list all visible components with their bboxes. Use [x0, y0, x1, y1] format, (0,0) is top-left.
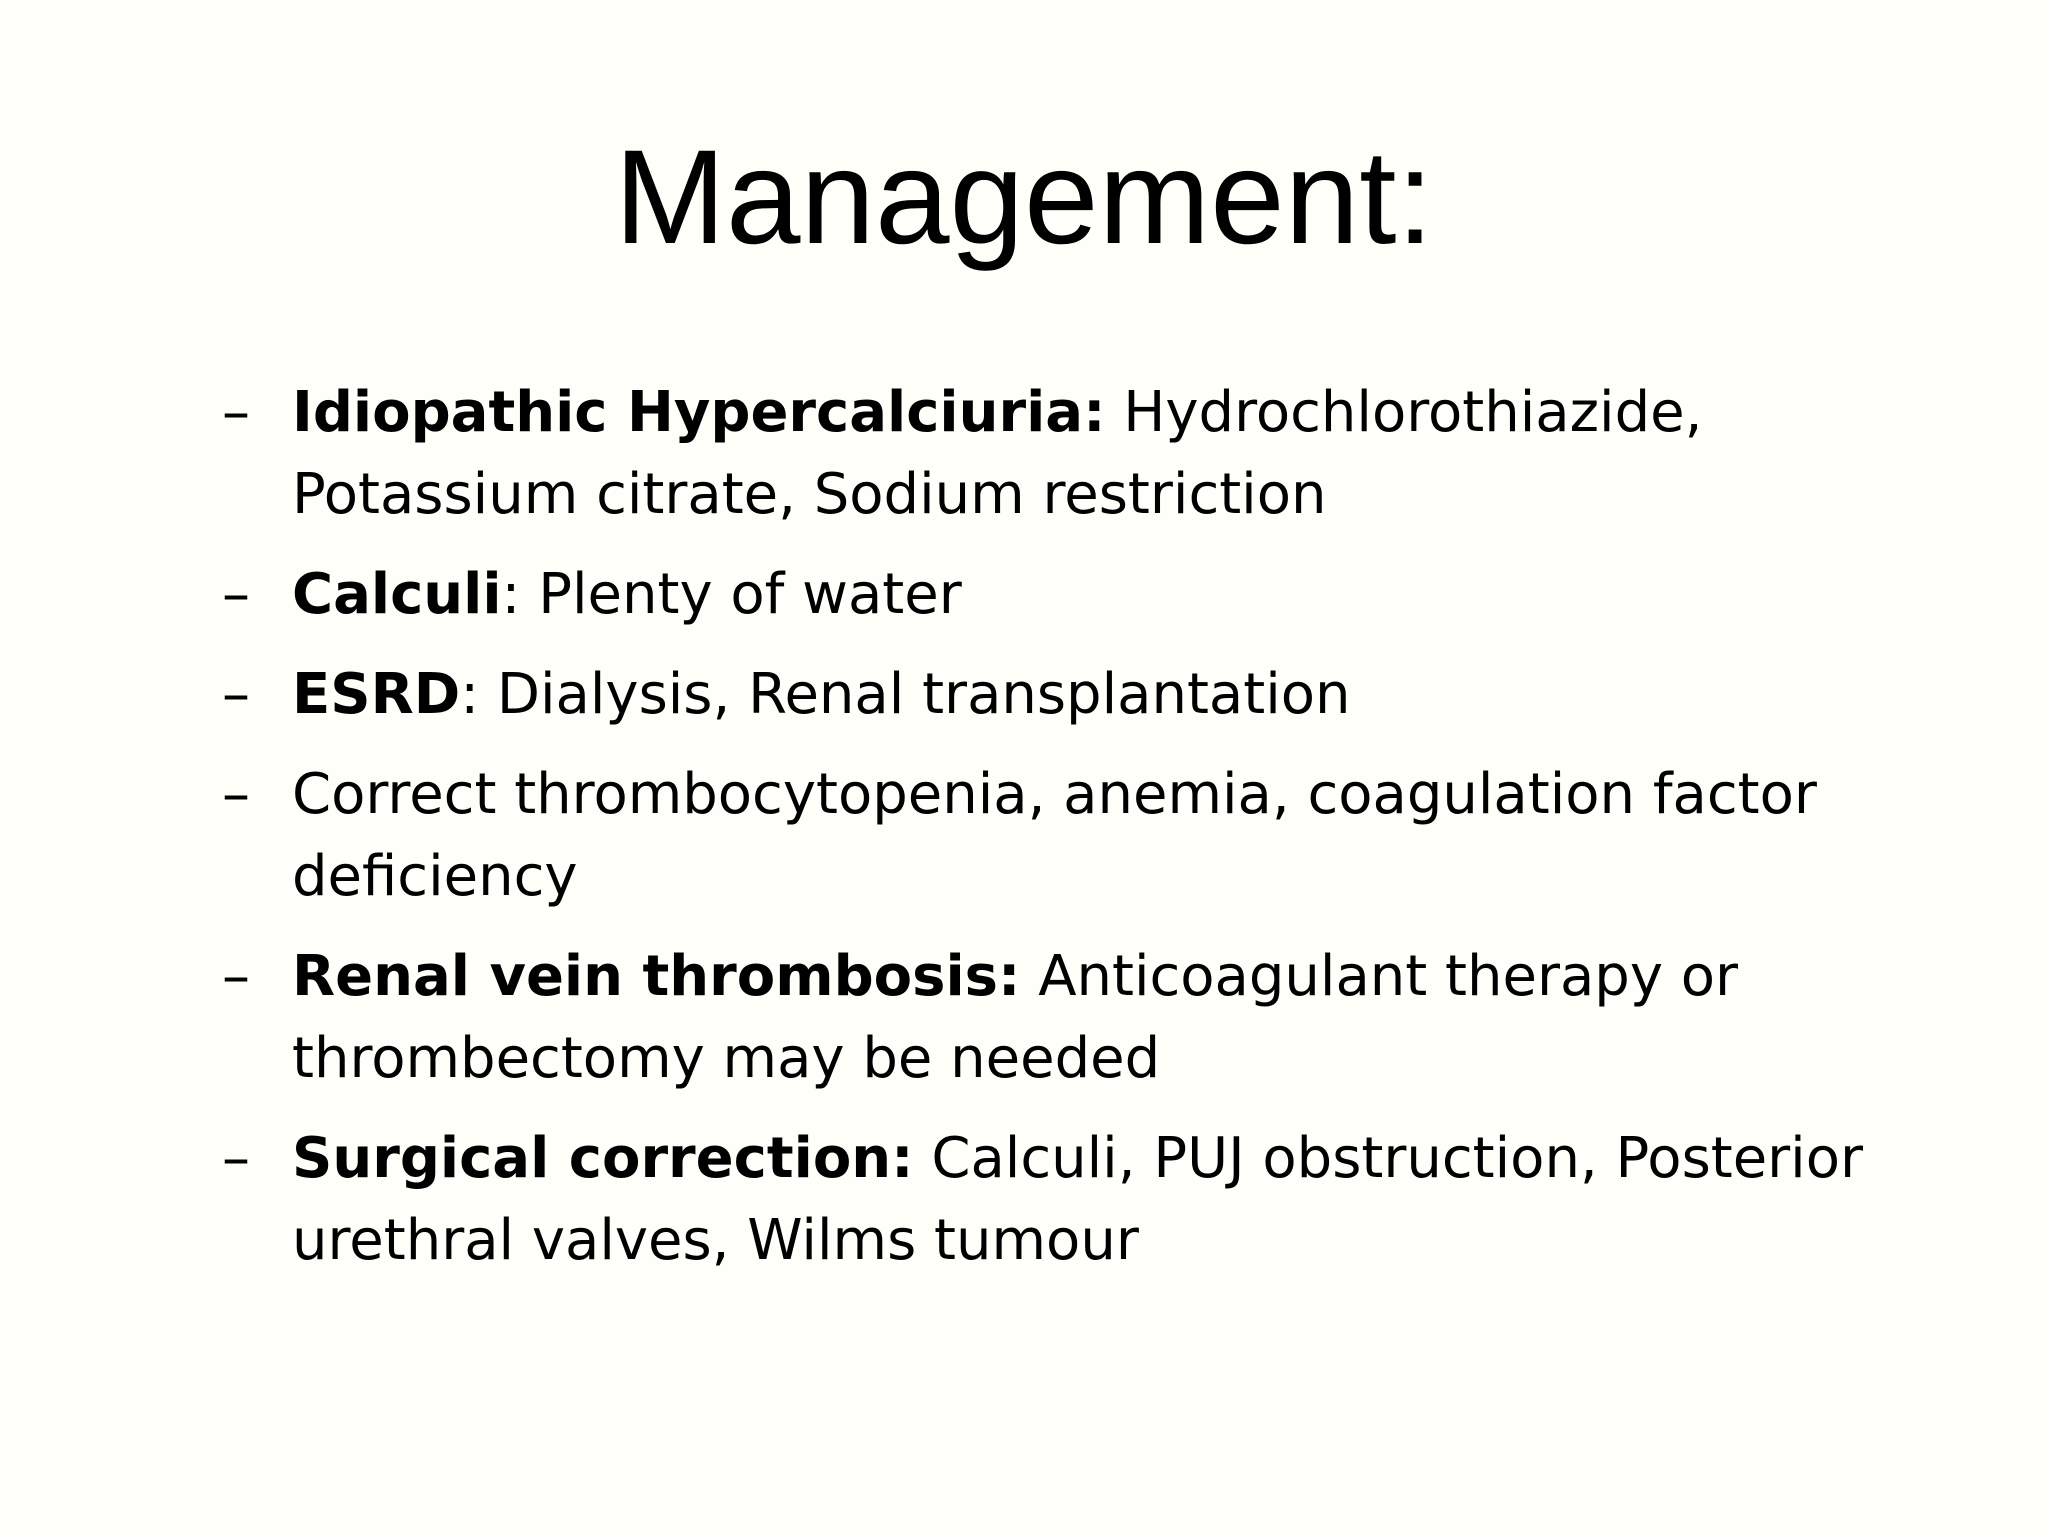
bullet-item-surgical-correction: [222, 1118, 1982, 1282]
bullet-text: : Plenty of water: [501, 562, 962, 627]
slide-title: Management:: [614, 123, 1434, 272]
dash-bullet-icon: –: [222, 762, 250, 827]
bullet-term: ESRD: [292, 662, 461, 727]
dash-bullet-icon: –: [222, 944, 250, 1009]
bullet-term: Idiopathic Hypercalciuria:: [292, 380, 1106, 445]
bullet-item-correct-thrombocytopenia: [222, 754, 1982, 918]
bullet-text: Hydrochlorothiazide, Potassium citrate, Sodium restriction: [292, 380, 1703, 527]
bullet-item-renal-vein-thrombosis: [222, 936, 1982, 1100]
bullet-text: Calculi, PUJ obstruction, Posterior urethral valves, Wilms tumour: [292, 1126, 1864, 1273]
bullet-text: Anticoagulant therapy or thrombectomy may be needed: [292, 944, 1739, 1091]
bullet-text: Correct thrombocytopenia, anemia, coagulation factor deficiency: [292, 762, 1817, 909]
dash-bullet-icon: –: [222, 1126, 250, 1191]
bullet-item-idiopathic-hypercalciuria: [222, 372, 1982, 536]
bullet-term: Renal vein thrombosis:: [292, 944, 1021, 1009]
dash-bullet-icon: –: [222, 662, 250, 727]
bullet-list: [222, 372, 1982, 1300]
bullet-item-esrd: [222, 654, 1982, 736]
bullet-term: Calculi: [292, 562, 502, 627]
bullet-text: : Dialysis, Renal transplantation: [460, 662, 1351, 727]
bullet-term: Surgical correction:: [292, 1126, 914, 1191]
dash-bullet-icon: –: [222, 380, 250, 445]
bullet-item-calculi: [222, 554, 1982, 636]
dash-bullet-icon: –: [222, 562, 250, 627]
